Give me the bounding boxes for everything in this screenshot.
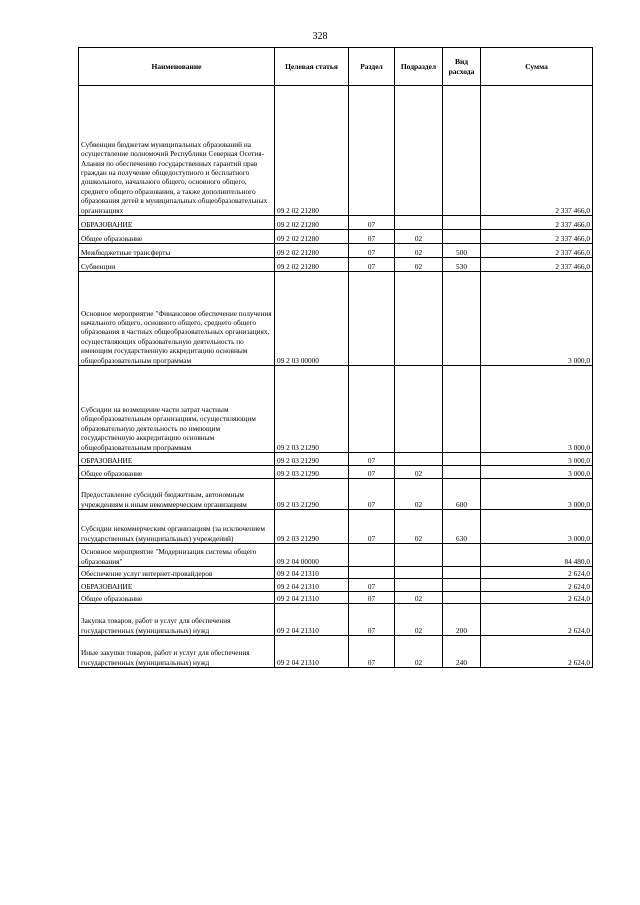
cell-article: 09 2 04 21310 bbox=[275, 592, 349, 604]
cell-sum: 2 337 466,0 bbox=[481, 216, 593, 230]
cell-name: ОБРАЗОВАНИЕ bbox=[79, 216, 275, 230]
cell-name: Иные закупки товаров, работ и услуг для обеспечения государственных (муниципальных) нужд bbox=[79, 636, 275, 668]
cell-article: 09 2 04 00000 bbox=[275, 544, 349, 567]
cell-sum: 2 337 466,0 bbox=[481, 244, 593, 258]
cell-expense-type bbox=[443, 592, 481, 604]
cell-name: Основное мероприятие "Финансовое обеспечение получения начального общего, основного общего, среднего общего образования в частных общеобразовательных организациях, осуществляющих образовательную деятельность по имеющим государственную аккредитацию основным общеобразовательным программам bbox=[79, 272, 275, 366]
cell-sum: 3 000,0 bbox=[481, 510, 593, 544]
cell-name: Закупка товаров, работ и услуг для обеспечения государственных (муниципальных) нужд bbox=[79, 604, 275, 636]
table-row bbox=[79, 479, 593, 510]
cell-sum: 2 337 466,0 bbox=[481, 86, 593, 216]
table-row bbox=[79, 567, 593, 579]
header-sum: Сумма bbox=[481, 48, 593, 86]
cell-section: 07 bbox=[349, 510, 395, 544]
cell-section: 07 bbox=[349, 216, 395, 230]
cell-section: 07 bbox=[349, 636, 395, 668]
cell-expense-type bbox=[443, 86, 481, 216]
cell-article: 09 2 03 21290 bbox=[275, 366, 349, 453]
cell-expense-type: 600 bbox=[443, 479, 481, 510]
cell-section: 07 bbox=[349, 479, 395, 510]
cell-subsection: 02 bbox=[395, 258, 443, 272]
cell-expense-type bbox=[443, 567, 481, 579]
cell-article: 09 2 03 21290 bbox=[275, 466, 349, 479]
cell-sum: 3 000,0 bbox=[481, 479, 593, 510]
cell-subsection bbox=[395, 216, 443, 230]
cell-section bbox=[349, 86, 395, 216]
cell-name: Основное мероприятие "Модернизация системы общего образования" bbox=[79, 544, 275, 567]
cell-sum: 2 624,0 bbox=[481, 579, 593, 592]
cell-section bbox=[349, 366, 395, 453]
cell-expense-type bbox=[443, 216, 481, 230]
header-subsection: Подраздел bbox=[395, 48, 443, 86]
header-section: Раздел bbox=[349, 48, 395, 86]
cell-name: Субвенции бюджетам муниципальных образований на осуществление полномочий Республики Северная Осетия-Алания по обеспечению государственных гарантий прав граждан на получение общедоступного и бесплатного дошкольного, начального общего, основного общего, среднего общего образования, а также дополнительного образования детей в муниципальных общеобразовательных организациях bbox=[79, 86, 275, 216]
cell-expense-type: 240 bbox=[443, 636, 481, 668]
cell-expense-type: 530 bbox=[443, 258, 481, 272]
cell-subsection: 02 bbox=[395, 244, 443, 258]
cell-name: Общее образование bbox=[79, 466, 275, 479]
cell-expense-type: 200 bbox=[443, 604, 481, 636]
cell-article: 09 2 04 21310 bbox=[275, 636, 349, 668]
cell-subsection bbox=[395, 579, 443, 592]
cell-sum: 2 337 466,0 bbox=[481, 258, 593, 272]
cell-section: 07 bbox=[349, 453, 395, 466]
table-row bbox=[79, 272, 593, 366]
cell-sum: 3 000,0 bbox=[481, 453, 593, 466]
cell-name: ОБРАЗОВАНИЕ bbox=[79, 453, 275, 466]
cell-subsection: 02 bbox=[395, 592, 443, 604]
cell-article: 09 2 02 21280 bbox=[275, 258, 349, 272]
table-body bbox=[79, 86, 593, 668]
cell-sum: 84 480,0 bbox=[481, 544, 593, 567]
cell-article: 09 2 04 21310 bbox=[275, 567, 349, 579]
cell-subsection bbox=[395, 86, 443, 216]
cell-section: 07 bbox=[349, 592, 395, 604]
cell-section: 07 bbox=[349, 230, 395, 244]
cell-subsection: 02 bbox=[395, 230, 443, 244]
cell-subsection bbox=[395, 544, 443, 567]
cell-section bbox=[349, 272, 395, 366]
cell-article: 09 2 03 21290 bbox=[275, 453, 349, 466]
cell-expense-type bbox=[443, 544, 481, 567]
table-row bbox=[79, 216, 593, 230]
table-row bbox=[79, 244, 593, 258]
cell-sum: 3 000,0 bbox=[481, 272, 593, 366]
cell-sum: 3 000,0 bbox=[481, 466, 593, 479]
page-number: 328 bbox=[312, 31, 328, 42]
cell-subsection: 02 bbox=[395, 466, 443, 479]
cell-sum: 2 624,0 bbox=[481, 592, 593, 604]
table-row bbox=[79, 466, 593, 479]
cell-name: Субсидии некоммерческим организациям (за исключением государственных (муниципальных) учреждений) bbox=[79, 510, 275, 544]
table-row bbox=[79, 592, 593, 604]
cell-subsection bbox=[395, 272, 443, 366]
cell-subsection: 02 bbox=[395, 636, 443, 668]
cell-sum: 2 337 466,0 bbox=[481, 230, 593, 244]
cell-subsection bbox=[395, 567, 443, 579]
cell-expense-type bbox=[443, 230, 481, 244]
cell-sum: 2 624,0 bbox=[481, 604, 593, 636]
header-expense-type: Вид расхода bbox=[443, 48, 481, 86]
cell-section: 07 bbox=[349, 258, 395, 272]
budget-table bbox=[78, 47, 593, 668]
cell-name: Субсидии на возмещение части затрат частным общеобразовательным организациям, осуществляющим образовательную деятельность по имеющим государственную аккредитацию основным общеобразовательным программам bbox=[79, 366, 275, 453]
cell-name: Субвенции bbox=[79, 258, 275, 272]
table-row bbox=[79, 366, 593, 453]
cell-article: 09 2 02 21280 bbox=[275, 86, 349, 216]
cell-name: Обеспечение услуг интернет-провайдеров bbox=[79, 567, 275, 579]
cell-expense-type bbox=[443, 366, 481, 453]
table-row bbox=[79, 544, 593, 567]
cell-section bbox=[349, 544, 395, 567]
cell-subsection bbox=[395, 453, 443, 466]
header-article: Целевая статья bbox=[275, 48, 349, 86]
cell-article: 09 2 03 21290 bbox=[275, 479, 349, 510]
cell-expense-type: 630 bbox=[443, 510, 481, 544]
cell-name: Общее образование bbox=[79, 230, 275, 244]
table-row bbox=[79, 604, 593, 636]
cell-subsection: 02 bbox=[395, 604, 443, 636]
table-header-row bbox=[79, 48, 593, 86]
table-row bbox=[79, 579, 593, 592]
cell-article: 09 2 03 00000 bbox=[275, 272, 349, 366]
cell-subsection: 02 bbox=[395, 479, 443, 510]
cell-article: 09 2 04 21310 bbox=[275, 604, 349, 636]
cell-section: 07 bbox=[349, 604, 395, 636]
cell-expense-type: 500 bbox=[443, 244, 481, 258]
cell-section: 07 bbox=[349, 244, 395, 258]
cell-name: Общее образование bbox=[79, 592, 275, 604]
cell-expense-type bbox=[443, 272, 481, 366]
cell-name: Предоставление субсидий бюджетным, автономным учреждениям и иным некоммерческим организациям bbox=[79, 479, 275, 510]
cell-subsection: 02 bbox=[395, 510, 443, 544]
cell-expense-type bbox=[443, 453, 481, 466]
cell-sum: 3 000,0 bbox=[481, 366, 593, 453]
cell-name: ОБРАЗОВАНИЕ bbox=[79, 579, 275, 592]
header-name: Наименование bbox=[79, 48, 275, 86]
table-row bbox=[79, 453, 593, 466]
table-row bbox=[79, 230, 593, 244]
table-row bbox=[79, 258, 593, 272]
table-row bbox=[79, 636, 593, 668]
cell-article: 09 2 02 21280 bbox=[275, 230, 349, 244]
cell-article: 09 2 04 21310 bbox=[275, 579, 349, 592]
cell-expense-type bbox=[443, 579, 481, 592]
cell-sum: 2 624,0 bbox=[481, 567, 593, 579]
table-row bbox=[79, 510, 593, 544]
cell-subsection bbox=[395, 366, 443, 453]
table-row bbox=[79, 86, 593, 216]
cell-article: 09 2 02 21280 bbox=[275, 216, 349, 230]
cell-article: 09 2 03 21290 bbox=[275, 510, 349, 544]
cell-expense-type bbox=[443, 466, 481, 479]
cell-article: 09 2 02 21280 bbox=[275, 244, 349, 258]
cell-name: Межбюджетные трансферты bbox=[79, 244, 275, 258]
cell-section: 07 bbox=[349, 579, 395, 592]
cell-section bbox=[349, 567, 395, 579]
cell-section: 07 bbox=[349, 466, 395, 479]
cell-sum: 2 624,0 bbox=[481, 636, 593, 668]
